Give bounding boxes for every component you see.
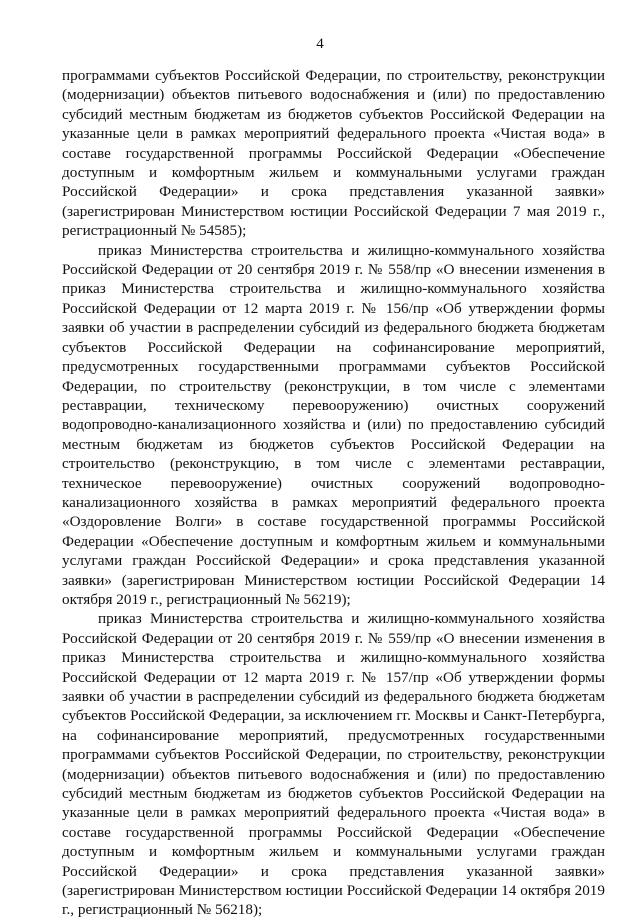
paragraph-order-558: приказ Министерства строительства и жилищно-коммунального хозяйства Российской Федерации от 20 сентября 2019 г. № 558/пр «О внесении изменения в приказ Министерства строительства и жилищно-коммунального хозяйства Российской Федерации от 12 марта 2019 г. № 156/пр «Об утверждении формы заявки об участии в распределении субсидий из федерального бюджета бюджетам субъектов Российской Федерации на софинансирование мероприятий, предусмотренных государственными программами субъектов Российской Федерации, по строительству (реконструкции, в том числе с элементами реставрации, техническому перевооружению) очистных сооружений водопроводно-канализационного хозяйства и (или) по предоставлению субсидий местным бюджетам из бюджетов субъектов Российской Федерации на строительство (реконструкцию, в том числе с элементами реставрации, техническое перевооружение) очистных сооружений водопроводно-канализационного хозяйства в рамках мероприятий федерального проекта «Оздоровление Волги» в составе государственной программы Российской Федерации «Обеспечение доступным и комфортным жильем и коммунальными услугами граждан Российской Федерации» и срока представления указанной заявки» (зарегистрирован Министерством юстиции Российской Федерации 14 октября 2019 г., регистрационный № 56219);: [62, 241, 605, 608]
paragraph-order-559: приказ Министерства строительства и жилищно-коммунального хозяйства Российской Федерации от 20 сентября 2019 г. № 559/пр «О внесении изменения в приказ Министерства строительства и жилищно-коммунального хозяйства Российской Федерации от 12 марта 2019 г. № 157/пр «Об утверждении формы заявки об участии в распределении субсидий из федерального бюджета бюджетам субъектов Российской Федерации, за исключением гг. Москвы и Санкт-Петербурга, на софинансирование мероприятий, предусмотренных государственными программами субъектов Российской Федерации, по строительству, реконструкции (модернизации) объектов питьевого водоснабжения и (или) по предоставлению субсидий местным бюджетам из бюджетов субъектов Российской Федерации на указанные цели в рамках мероприятий федерального проекта «Чистая вода» в составе государственной программы Российской Федерации «Обеспечение доступным и комфортным жильем и коммунальными услугами граждан Российской Федерации» и срока представления указанной заявки» (зарегистрирован Министерством юстиции Российской Федерации 14 октября 2019 г., регистрационный № 56218);: [62, 610, 605, 919]
paragraph-continuation: программами субъектов Российской Федерации, по строительству, реконструкции (модернизации) объектов питьевого водоснабжения и (или) по предоставлению субсидий местным бюджетам из бюджетов субъектов Российской Федерации на указанные цели в рамках мероприятий федерального проекта «Чистая вода» в составе государственной программы Российской Федерации «Обеспечение доступным и комфортным жильем и коммунальными услугами граждан Российской Федерации» и срока представления указанной заявки» (зарегистрирован Министерством юстиции Российской Федерации 7 мая 2019 г., регистрационный № 54585);: [62, 67, 605, 240]
page-number: 4: [316, 36, 324, 52]
document-body: [62, 66, 605, 920]
